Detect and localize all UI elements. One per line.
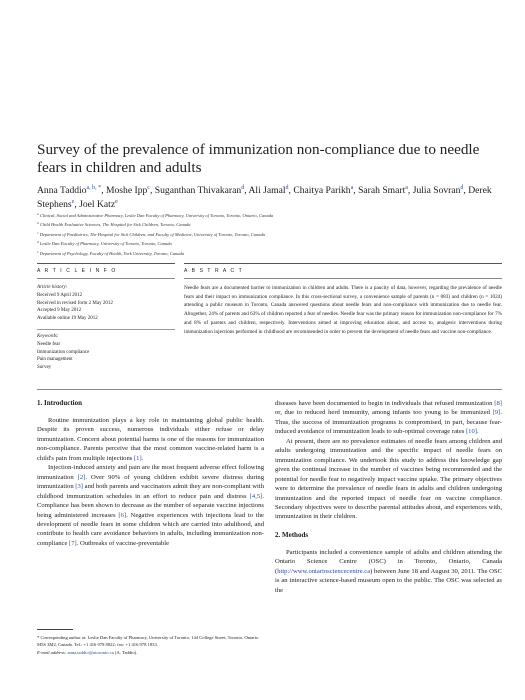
sub-rule-info	[37, 278, 175, 279]
author-name: Anna Taddio	[37, 185, 87, 196]
article-title: Survey of the prevalence of immunization non-compliance due to needle fears in children and adults	[37, 141, 480, 176]
paragraph-text: . Over 90% of young children exhibit severe distress during immunization	[37, 473, 265, 491]
history-online: Available online 19 May 2012	[37, 316, 98, 322]
author-name: Chaitya Parikh	[293, 185, 351, 196]
top-rule-abstract	[184, 263, 502, 264]
keywords	[37, 333, 177, 372]
email-label: E-mail address:	[37, 649, 68, 655]
affiliation-marker: c	[37, 230, 39, 235]
affiliation-list	[37, 211, 507, 258]
affiliation-text: Department of Psychology, Faculty of Health, York University, Toronto, Canada	[39, 250, 185, 256]
paragraph-text: .	[141, 454, 144, 462]
methods-paragraph-1	[275, 548, 502, 595]
author-affiliation-marker[interactable]: e	[115, 199, 118, 205]
methods-heading: 2. Methods	[275, 530, 309, 539]
intro-paragraph-4: At present, there are no prevalence estimates of needle fears among children and adults undergoing immunization and the specific impact of needle fears on immunization compliance. We undertook this study to address this knowledge gap given the continual increase in the number of vaccines being recommended and the potential for needle fear to negatively impact vaccine uptake. The primary objectives were to determine the prevalence of needle fears in adults and children undergoing immunization and the reported impact of needle fear on vaccine compliance. Secondary objectives were to describe parental attitudes about, and experiences with, immunization in their children.	[275, 437, 502, 521]
citation-link[interactable]: [3]	[75, 483, 83, 491]
top-rule-info	[37, 263, 175, 264]
footnote-rule	[37, 629, 73, 630]
author-name: Julia Sovran	[412, 185, 461, 196]
author-affiliation-marker[interactable]: a, b, *	[86, 185, 102, 191]
author-affiliation-marker[interactable]: d	[285, 185, 289, 191]
paragraph-text: . Compliance has been shown to decrease as the number of separate vaccine injections being administered increases	[37, 492, 264, 519]
keywords-heading: Keywords:	[37, 334, 59, 339]
author-name: Ali Jamal	[248, 185, 286, 196]
author-name: Sarah Smart	[358, 185, 406, 196]
author-name: Derek Stephens	[37, 185, 492, 210]
affiliation-item	[37, 211, 507, 220]
author-affiliation-marker[interactable]: d	[241, 185, 245, 191]
footnote-email-line	[37, 649, 267, 656]
intro-paragraph-2	[37, 463, 264, 548]
paragraph-text: . Outbreaks of vaccine-preventable	[76, 539, 170, 547]
author-affiliation-marker[interactable]: d	[460, 185, 464, 191]
keyword-item: Survey	[37, 365, 52, 371]
author-affiliation-marker[interactable]: e	[71, 199, 75, 205]
affiliation-marker: d	[37, 240, 39, 245]
citation-link[interactable]: [8]	[494, 400, 502, 407]
history-accepted: Accepted 9 May 2012	[37, 308, 82, 314]
intro-paragraph-3	[275, 399, 502, 437]
affiliation-text: Leslie Dan Faculty of Pharmacy, University of Toronto, Toronto, Canada	[39, 241, 172, 247]
intro-paragraph-1	[37, 416, 264, 463]
author-affiliation-marker[interactable]: c	[147, 185, 150, 191]
author-affiliation-marker[interactable]: a	[350, 185, 354, 191]
email-suffix: (A. Taddio).	[113, 649, 138, 655]
keyword-item: Pain management	[37, 357, 73, 363]
affiliation-item	[37, 220, 507, 229]
footnote-address: * Corresponding author at: Leslie Dan Faculty of Pharmacy, University of Toronto, 144 College Street, Toronto, Ontario M5S 3M2, Canada. Tel.: +1 416 978 8822; fax: +1 416 978 1833.	[37, 635, 259, 648]
affiliation-item	[37, 249, 507, 258]
author-name: Joel Katz	[79, 199, 116, 210]
citation-link[interactable]: [1]	[133, 454, 142, 462]
paragraph-text: . Negative experiences with injections lead to the development of needle fears in some children which are carried into adulthood, and contribute to health care avoidance behaviors in adults, including immunization non-compliance	[37, 511, 264, 547]
affiliation-text: Clinical, Social and Administrative Pharmacy, Leslie Dan Faculty of Pharmacy, University of Toronto, Toronto, Ontario, Canada	[39, 213, 274, 218]
paragraph-text: and both parents and vaccinators admit they are non-compliant with childhood immunization schedules in an effort to reduce pain and distress	[37, 483, 264, 500]
affiliation-text: Child Health Evaluative Sciences, The Hospital for Sick Children, Toronto, Canada	[39, 222, 191, 228]
affiliation-item	[37, 239, 507, 248]
citation-link[interactable]: [6]	[118, 511, 127, 519]
citation-link[interactable]: [2]	[77, 473, 86, 481]
paragraph-text: diseases have been documented to begin in individuals that refused immunization	[275, 400, 495, 407]
citation-link[interactable]: [9]	[492, 409, 501, 417]
abstract-body: Needle fears are a documented barrier to immunization in children and adults. There is a paucity of data, however, regarding the prevalence of needle fears and their impact on immunization compliance. In this cross-sectional survey, a convenience sample of parents (n = 883) and children (n = 1024) attending a public museum in Toronto, Canada answered questions about needle fears and non-compliance with immunization due to needle fear. Altogether, 24% of parents and 63% of children reported a fear of needles. Needle fear was the primary reason for immunization non-compliance for 7% and 8% of parents and children, respectively. Interventions aimed at improving education about, and access to, analgesic interventions during immunization injections performed in childhood are recommended in order to prevent the development of needle fears and vaccine non-compliance.	[184, 285, 502, 335]
affiliation-text: Department of Paediatrics, The Hospital for Sick Children, and Faculty of Medicine, University of Toronto, Toronto, Canada	[39, 231, 265, 237]
keyword-item: Immunization compliance	[37, 349, 90, 355]
author-name: Suganthan Thivakaran	[154, 185, 242, 196]
paragraph-text: Injection-induced anxiety and pain are the most frequent adverse effect following immunization	[37, 464, 264, 481]
paragraph-text: ) between June 18 and August 30, 2011. The OSC is an interactive science-based museum open to the public. The OSC was selected as the	[275, 567, 502, 594]
paragraph-text: Participants included a convenience sample of adults and children attending the Ontario Science Centre (OSC) in Toronto, Ontario, Canada (	[275, 548, 502, 575]
article-history-heading: Article history:	[37, 285, 68, 290]
affiliation-item	[37, 230, 507, 239]
affiliation-marker: b	[37, 221, 39, 226]
history-received: Received 9 April 2012	[37, 292, 83, 298]
paragraph-text: Routine immunization plays a key role in maintaining global public health. Despite its proven success, numerous individuals either refuse or delay immunization. Concern about potential harms is one of the reasons for immunization non-compliance. Parents perceive that the most common vaccine-related harm is a child's pain from multiple injections	[37, 417, 264, 462]
right-column	[275, 399, 502, 595]
paragraph-text: . Thus, the success of immunization programs is compromised, in part, because fear-induced avoidance of immunization leads to sub-optimal coverage rates	[275, 409, 502, 436]
bottom-rule-abstract	[37, 389, 502, 390]
citation-link[interactable]: [7]	[69, 539, 77, 547]
email-link[interactable]: anna.taddio@utoronto.ca	[67, 649, 114, 655]
osc-url-link[interactable]: http://www.ontariosciencecentre.ca	[277, 567, 371, 575]
corresponding-author-footnote	[37, 634, 267, 656]
affiliation-marker: a	[37, 212, 39, 216]
paragraph-text: .	[476, 428, 479, 436]
article-history	[37, 284, 177, 323]
keyword-item: Needle fear	[37, 341, 61, 347]
keywords-rule	[37, 329, 175, 330]
article-info-heading: A R T I C L E I N F O	[37, 268, 117, 274]
citation-link[interactable]: [10]	[465, 428, 477, 436]
author-list: Anna Taddio$^{a, b, *}$, Moshe Ipp$^c$, Suganthan Thivakaran$^d$, Ali Jamal$^d$, Chaitya Parikh$^a$, Sarah Smart$^a$, Julia Sovran$^d$, Derek Stephens$^e$, Joel Katz$^e$	[37, 185, 492, 210]
author-name: Moshe Ipp	[105, 185, 148, 196]
author-affiliation-marker[interactable]: a	[405, 185, 408, 191]
paragraph-text: or, due to reduced herd immunity, among infants too young to be immunized	[275, 409, 493, 417]
introduction-heading: 1. Introduction	[37, 399, 82, 407]
abstract-heading: A B S T R A C T	[184, 268, 244, 274]
citation-link[interactable]: [4,5]	[249, 492, 263, 500]
affiliation-marker: e	[37, 249, 39, 254]
history-revised: Received in revised form 2 May 2012	[37, 300, 113, 306]
sub-rule-abstract	[184, 278, 502, 279]
left-column	[37, 399, 264, 548]
